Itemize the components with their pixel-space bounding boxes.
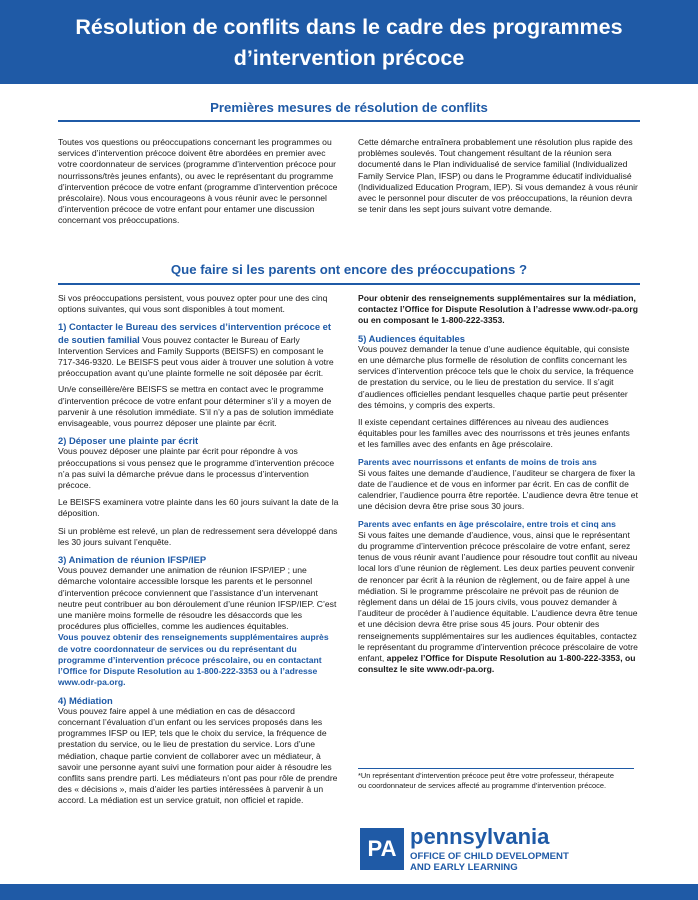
logo-subtitle: [410, 852, 569, 873]
footnote: *Un représentant d’intervention précoce peut être votre professeur, thérapeute ou coordonnateur de services affecté au programme d’intervention précoce.: [358, 771, 614, 790]
section1-right-text: Cette démarche entraînera probablement une résolution plus rapide des problèmes soulevés. Tout changement résultant de la réunion sera documenté dans le Plan individualisé de service familial (Individualized Family Service Plan, IFSP) ou dans le Programme éducatif individualisé (Individualized Education Program, IEP). Si vous demandez à vous réunir avec le personnel pour discuter de vos préoccupations, la réunion devra se tenir dans les sept jours suivant votre demande.: [358, 137, 638, 215]
preschool-text: Si vous faites une demande d’audience, vous, ainsi que le représentant du programme d’intervention précoce préscolaire de votre enfant, serez tenus de vous réunir avant l’audience pour résoudre tout conflit au niveau local lors d’une réunion de règlement. Les deux parties peuvent convenir de renoncer par écrit à la réunion de règlement, ou de faire appel à une médiation. Si le programme préscolaire ne prévoit pas de réunion de règlement dans un délai de 15 jours civils, vous pouvez demander à l’auditeur de procéder à l’audience équitable. L’audience devra être tenue et une décision devra être prise sous 45 jours. Pour obtenir des renseignements supplémentaires sur les audiences équitables, contactez le représentant du programme d’intervention précoce préscolaire de votre enfant,: [358, 529, 638, 664]
section2-right-column: [358, 293, 639, 682]
option5-text: Vous pouvez demander la tenue d’une audience équitable, qui consiste en une démarche plus formelle de résolution de conflits concernant les services d’intervention précoce tels que le choix du service, la fréquence de prestation du service, ou le lieu de prestation du service. Il s’agit d’audiences officielles pendant lesquelles chaque partie peut présenter des témoins, y compris des experts.: [358, 343, 634, 410]
section2-rule: [58, 283, 640, 285]
option1-text: Vous pouvez contacter le Bureau of Early Intervention Services and Family Supports (BEISFS) en composant le 717-346-9320. Le BEISFS peut vous aider à trouver une solution à votre préoccupation avant qu’une plainte formelle ne soit déposée par écrit.: [58, 334, 334, 379]
page-header: [0, 0, 698, 84]
section2-left-column: [58, 293, 339, 813]
preschool-contact: appelez l’Office for Dispute Resolution au 1-800-222-3353, ou consultez le site www.odr-pa.org.: [358, 653, 636, 675]
preschool-subheading: Parents avec enfants en âge préscolaire, entre trois et cinq ans: [358, 518, 616, 529]
infants-text: Si vous faites une demande d’audience, l’auditeur se chargera de fixer la date de l’audience et de vous en informer par écrit. En cas de conflit de calendrier, l’audience pourra être reportée. L’audience devra être tenue et une décision devra être prise sous 30 jours.: [358, 467, 638, 512]
infants-subheading: Parents avec nourrissons et enfants de moins de trois ans: [358, 456, 597, 467]
logo-subtitle-line-1: OFFICE OF CHILD DEVELOPMENT: [410, 851, 569, 862]
option4-text: Vous pouvez faire appel à une médiation en cas de désaccord concernant l’évaluation d’un enfant ou les services proposés dans les programmes IFSP ou IEP, tels que le choix du service, la fréquence de prestation du service, ou le lieu de prestation du service. Lors d’une médiation, chaque partie convient de collaborer avec un médiateur, à savoir une personne ayant suivi une formation pour aider à résoudre les conflits sans prendre parti. Les médiateurs n’ont pas pour rôle de prendre des « décisions », mais d’aider les parties intéressées à parvenir à un accord. La médiation est un service gratuit, non officiel et rapide.: [58, 705, 338, 806]
option3-heading: 3) Animation de réunion IFSP/IEP: [58, 554, 207, 566]
section1-left-column: [58, 137, 339, 233]
title-line-1: Résolution de conflits dans le cadre des programmes: [75, 15, 623, 39]
section1-left-text: Toutes vos questions ou préoccupations concernant les programmes ou services d’intervention précoce doivent être abordées en premier avec votre coordonnateur de services (programme d’intervention précoce pour nourrissons/très jeunes enfants), ou avec le représentant du programme d’intervention précoce de votre enfant (programme d’intervention précoce préscolaire). Nous vous encourageons à vous réunir avec le personnel d’intervention précoce de votre enfant pour entamer une discussion concernant vos préoccupations.: [58, 137, 338, 226]
option2-text: Vous pouvez déposer une plainte par écrit pour répondre à vos préoccupations si vous pensez que le programme d’intervention précoce n’a pas suivi la démarche prévue dans le processus d’intervention précoce.: [58, 446, 335, 491]
pa-keystone-logo: PA: [360, 828, 404, 870]
option2-heading: 2) Déposer une plainte par écrit: [58, 435, 199, 447]
section1-rule: [58, 120, 640, 122]
mediation-contact: Pour obtenir des renseignements supplémentaires sur la médiation, contactez l’Office for Dispute Resolution à l’adresse www.odr-pa.org ou en composant le 1-800-222-3353.: [358, 293, 638, 326]
section1-right-column: [358, 137, 639, 221]
option5-heading: 5) Audiences équitables: [358, 332, 465, 344]
section2-title: Que faire si les parents ont encore des préoccupations ?: [170, 262, 528, 277]
option2-text-3: Si un problème est relevé, un plan de redressement sera développé dans les 30 jours suivant l’enquête.: [58, 525, 338, 547]
option2-text-2: Le BEISFS examinera votre plainte dans les 60 jours suivant la date de la déposition.: [58, 497, 339, 519]
logo-subtitle-line-2: AND EARLY LEARNING: [410, 861, 518, 873]
title-line-2: d’intervention précoce: [233, 46, 465, 70]
option3-text: Vous pouvez demander une animation de réunion IFSP/IEP ; une démarche volontaire accessible lorsque les parents et le personnel d’intervention précoce conviennent que l’assistance d’un intervenant neutre peut contribuer au bon déroulement d’une réunion IFSP/IEP. C’est une manière moins formelle de résoudre les désaccords que les procédures plus officielles, comme les audiences équitables.: [58, 565, 337, 632]
page-title: [0, 0, 698, 74]
footnote-rule: [358, 768, 634, 769]
option5-text-2: Il existe cependant certaines différences au niveau des audiences équitables pour les familles avec des nourrissons et très jeunes enfants et les familles avec des enfants en âge préscolaire.: [358, 417, 630, 450]
options-intro: Si vos préoccupations persistent, vous pouvez opter pour une des cinq options suivantes, qui vous sont disponibles à tout moment.: [58, 293, 328, 315]
bottom-bar: [0, 884, 698, 900]
option3-contact: Vous pouvez obtenir des renseignements supplémentaires auprès de votre coordonnateur de services ou du représentant du programme d’intervention précoce préscolaire, ou en contactant l’Office for Dispute Resolution au 1-800-222-3353 ou à l’adresse www.odr-pa.org.: [58, 632, 329, 688]
option4-heading: 4) Médiation: [58, 694, 113, 706]
logo-name: pennsylvania: [410, 824, 550, 849]
option1-text-2: Un/e conseillère/ère BEISFS se mettra en contact avec le programme d’intervention précoce de votre enfant pour déterminer s’il y a moyen de parvenir à une résolution immédiate. S’il n’y a pas de solution immédiate envisageable, vous pourrez déposer une plainte par écrit.: [58, 384, 334, 429]
section1-title: Premières mesures de résolution de conflits: [210, 100, 488, 115]
option1-heading: 1) Contacter le Bureau des services d’intervention précoce et de soutien familial: [58, 321, 332, 345]
